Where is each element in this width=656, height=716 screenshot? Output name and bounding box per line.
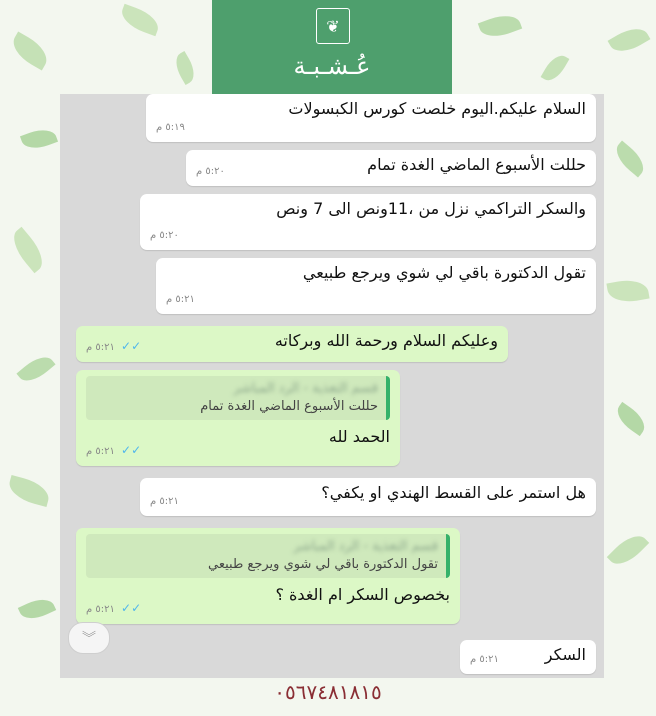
quote-author: قسم التغذية - الرد المباشر: [233, 381, 378, 396]
double-check-icon: ✓✓: [121, 339, 142, 353]
incoming-message: [146, 94, 596, 142]
incoming-message: [186, 150, 596, 186]
chat-area[interactable]: [60, 94, 604, 678]
message-text: السلام عليكم.اليوم خلصت كورس الكبسولات: [288, 99, 586, 118]
message-text: حللت الأسبوع الماضي الغدة تمام: [367, 155, 586, 174]
brand-header: [212, 0, 452, 94]
quote-text: حللت الأسبوع الماضي الغدة تمام: [200, 399, 378, 414]
message-time: ٥:٢١ م: [166, 294, 195, 305]
message-time: ٥:٢٠ م: [196, 166, 225, 177]
scroll-to-bottom-button[interactable]: [68, 622, 110, 654]
phone-number: ٠٥٦٧٤٨١٨١٥: [274, 680, 382, 704]
incoming-message: [156, 258, 596, 314]
outgoing-message: [76, 370, 400, 466]
message-text: هل استمر على القسط الهندي او يكفي؟: [321, 483, 586, 502]
message-time: ٥:٢١ م: [470, 654, 499, 665]
leaf-logo-icon: ❦: [316, 8, 350, 44]
message-text: تقول الدكتورة باقي لي شوي ويرجع طبيعي: [302, 263, 586, 282]
incoming-message: [460, 640, 596, 674]
double-check-icon: ✓✓: [121, 443, 142, 457]
quote-text: تقول الدكتورة باقي لي شوي ويرجع طبيعي: [208, 557, 438, 572]
quoted-message[interactable]: [86, 534, 450, 578]
outgoing-message: [76, 326, 508, 362]
outgoing-message: [76, 528, 460, 624]
message-text: بخصوص السكر ام الغدة ؟: [275, 585, 450, 604]
incoming-message: [140, 194, 596, 250]
incoming-message: [140, 478, 596, 516]
message-time: ٥:٢١ م: [150, 496, 179, 507]
message-time: ✓✓ ٥:٢١ م: [86, 601, 142, 615]
message-text: والسكر التراكمي نزل من ،11ونص الى 7 ونص: [276, 199, 586, 218]
message-time: ٥:١٩ م: [156, 122, 185, 133]
message-time: ٥:٢٠ م: [150, 230, 179, 241]
message-time: ✓✓ ٥:٢١ م: [86, 339, 142, 353]
quote-author: قسم التغذية - الرد المباشر: [293, 539, 438, 554]
message-text: السكر: [544, 645, 586, 664]
chevron-double-down-icon: ︾: [82, 631, 96, 647]
message-text: الحمد لله: [328, 427, 390, 446]
message-time: ✓✓ ٥:٢١ م: [86, 443, 142, 457]
double-check-icon: ✓✓: [121, 601, 142, 615]
quoted-message[interactable]: [86, 376, 390, 420]
brand-name: عُـشـبـة: [293, 52, 371, 80]
message-text: وعليكم السلام ورحمة الله وبركاته: [274, 331, 498, 350]
